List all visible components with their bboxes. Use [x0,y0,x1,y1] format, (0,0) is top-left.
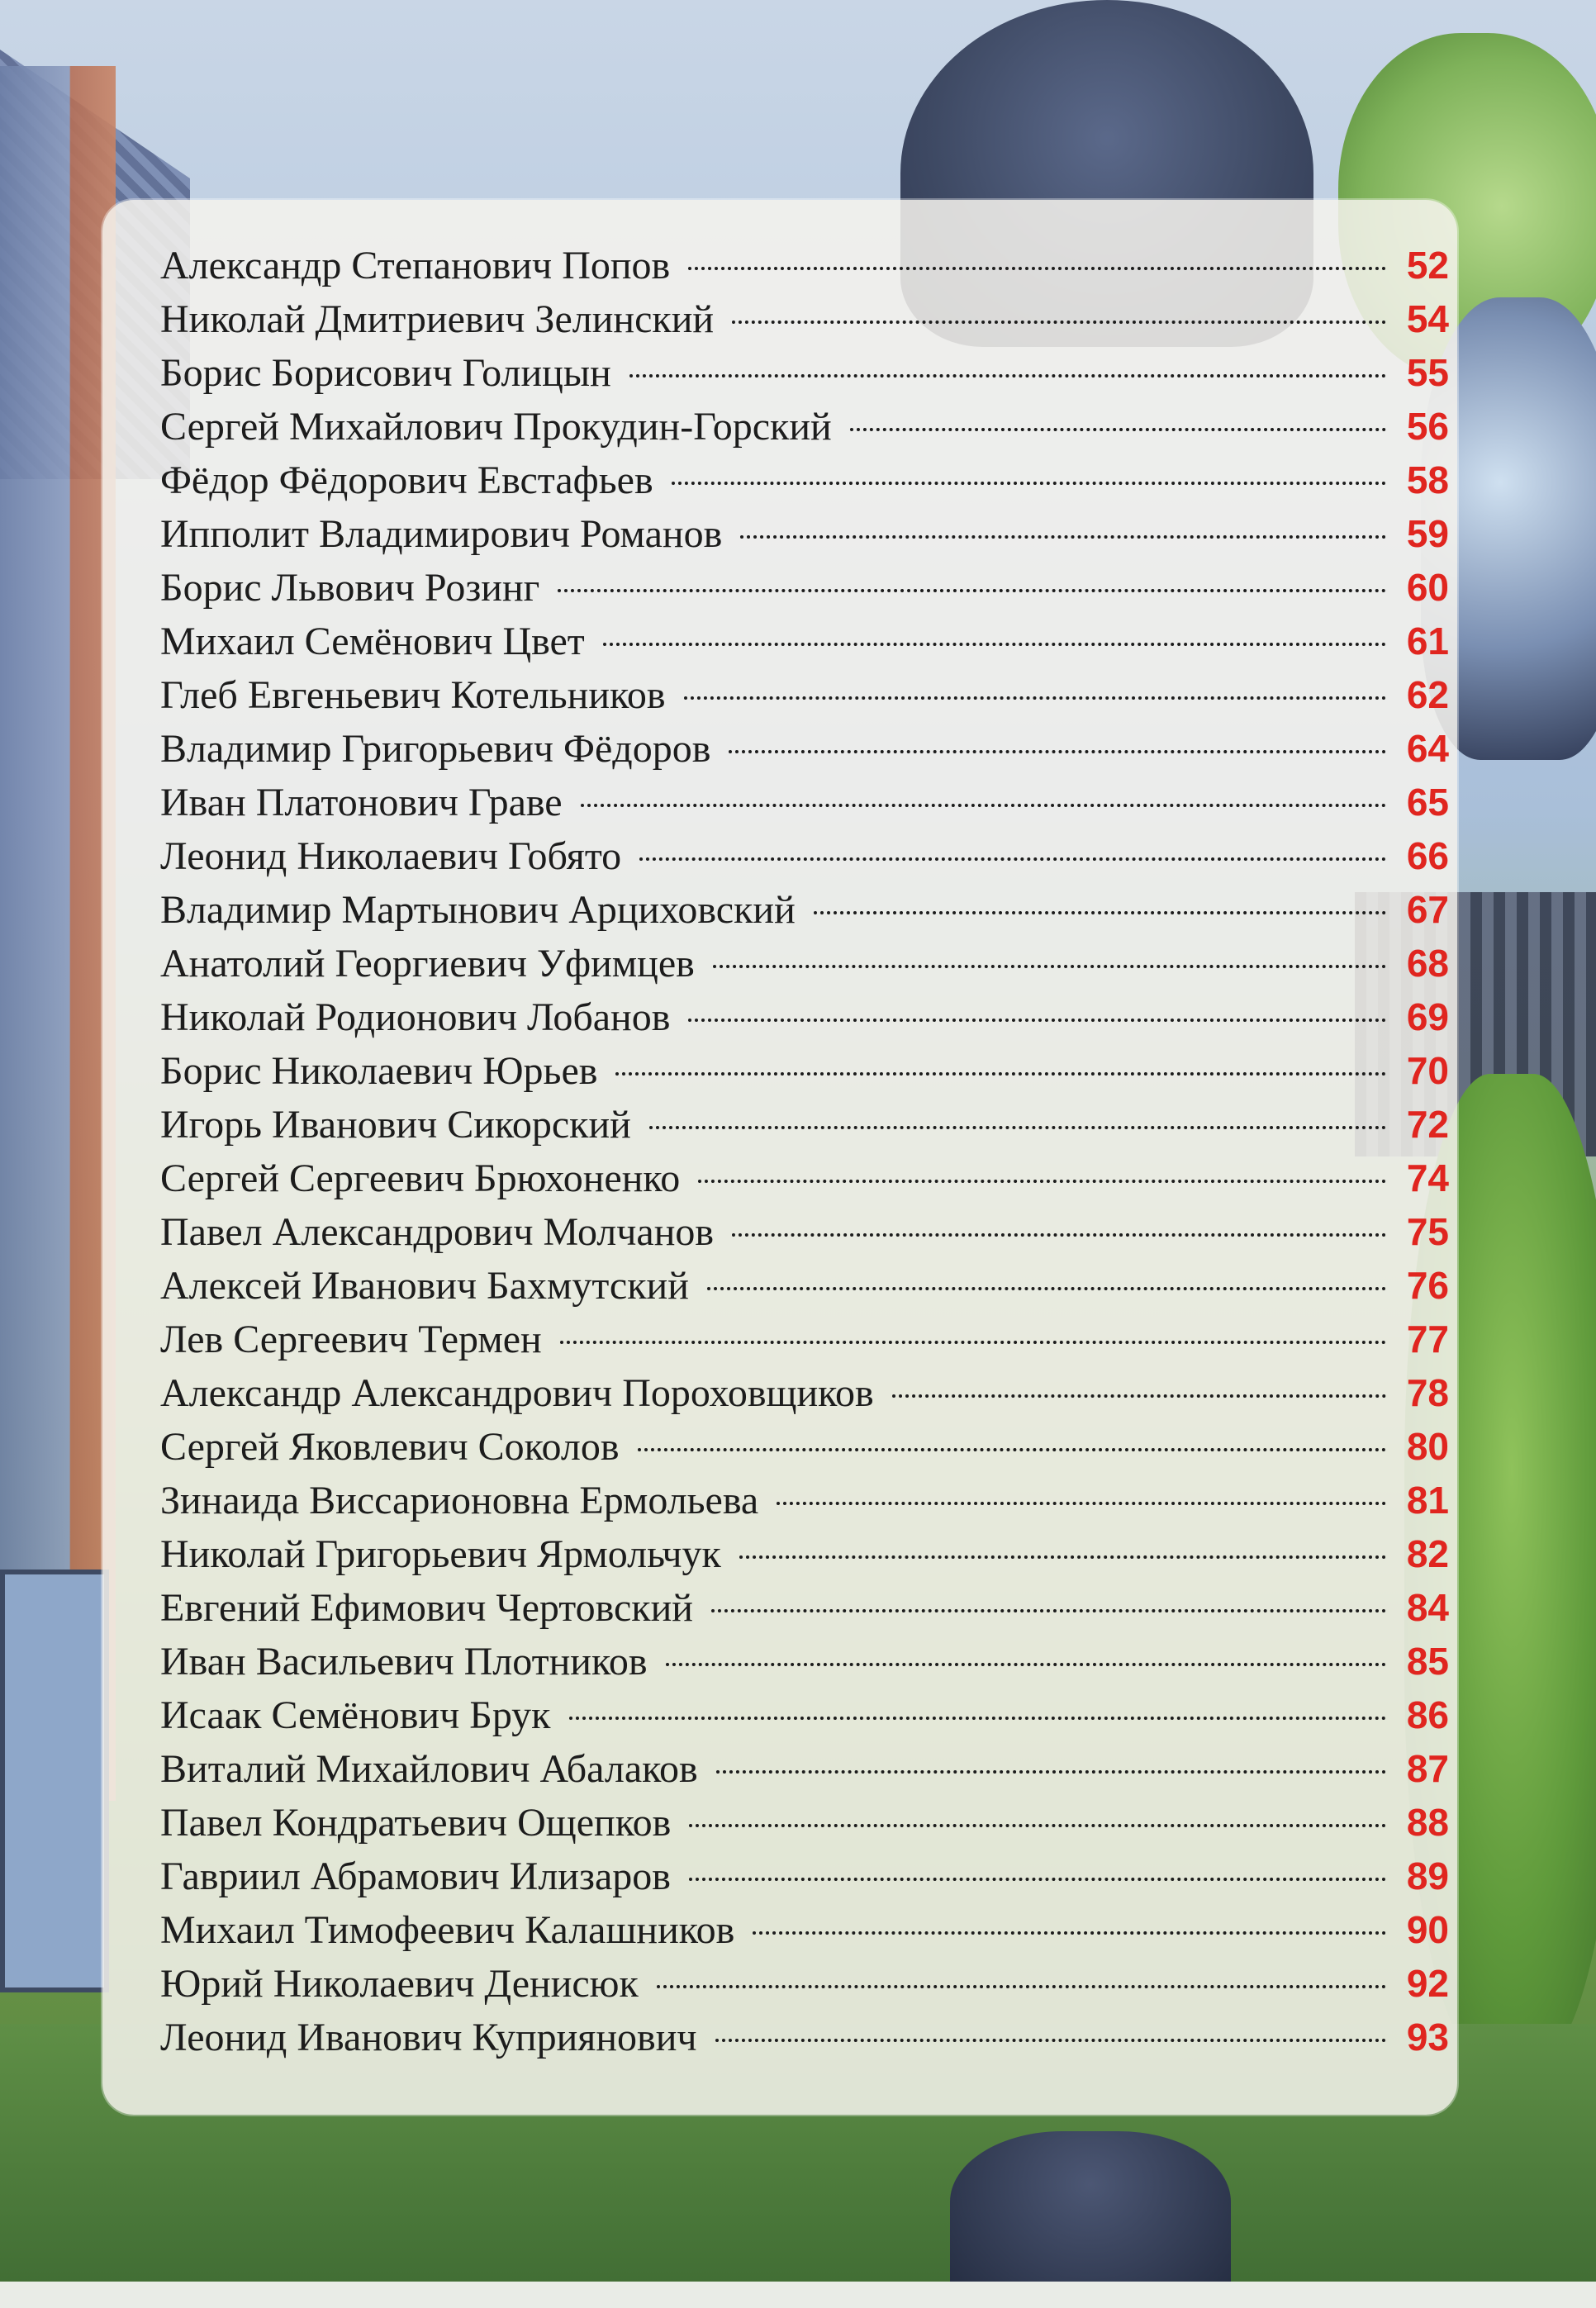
toc-entry-name: Сергей Михайлович Прокудин-Горский [160,405,832,449]
toc-dot-leader [688,1019,1386,1022]
toc-entry[interactable] [160,1639,1449,1693]
toc-dot-leader [715,2039,1386,2042]
toc-dot-leader [850,428,1386,431]
toc-entry-name: Фёдор Фёдорович Евстафьев [160,458,653,502]
toc-entry[interactable] [160,1102,1449,1156]
toc-entry[interactable] [160,1478,1449,1532]
toc-entry[interactable] [160,1961,1449,2015]
toc-entry[interactable] [160,1370,1449,1424]
toc-entry[interactable] [160,243,1449,297]
toc-dot-leader [649,1126,1386,1129]
toc-entry-page-number: 67 [1406,888,1449,931]
toc-entry-page-number: 58 [1406,458,1449,501]
toc-entry[interactable] [160,1263,1449,1317]
toc-entry-page-number: 86 [1406,1693,1449,1736]
toc-dot-leader [569,1717,1387,1720]
toc-entry-name: Сергей Яковлевич Соколов [160,1425,620,1469]
toc-entry-name: Александр Степанович Попов [160,244,671,287]
toc-dot-leader [581,804,1386,807]
toc-entry[interactable] [160,1048,1449,1102]
toc-entry[interactable] [160,726,1449,780]
toc-dot-leader [740,535,1386,539]
toc-entry[interactable] [160,1693,1449,1746]
toc-entry[interactable] [160,1532,1449,1585]
toc-entry-page-number: 52 [1406,244,1449,287]
toc-dot-leader [729,750,1386,753]
toc-entry-page-number: 89 [1406,1854,1449,1897]
toc-entry-page-number: 72 [1406,1103,1449,1146]
toc-entry[interactable] [160,887,1449,941]
toc-entry-page-number: 60 [1406,566,1449,609]
toc-entry-page-number: 54 [1406,297,1449,340]
toc-dot-leader [638,1448,1386,1451]
toc-dot-leader [629,374,1386,378]
toc-dot-leader [777,1502,1386,1505]
toc-entry[interactable] [160,511,1449,565]
toc-entry[interactable] [160,995,1449,1048]
toc-entry-page-number: 74 [1406,1156,1449,1199]
toc-entry-page-number: 61 [1406,620,1449,662]
toc-entry[interactable] [160,350,1449,404]
toc-entry[interactable] [160,1424,1449,1478]
toc-entry-page-number: 66 [1406,834,1449,877]
toc-entry-name: Николай Григорьевич Ярмольчук [160,1532,721,1576]
toc-dot-leader [711,1609,1386,1612]
building-door-illustration [0,1570,109,1992]
toc-entry-name: Сергей Сергеевич Брюхоненко [160,1156,681,1200]
toc-dot-leader [558,589,1386,592]
toc-entry-page-number: 92 [1406,1962,1449,2005]
toc-entry-page-number: 70 [1406,1049,1449,1092]
toc-entry-page-number: 77 [1406,1318,1449,1361]
toc-dot-leader [739,1555,1386,1559]
toc-dot-leader [753,1931,1386,1935]
toc-entry-page-number: 78 [1406,1371,1449,1414]
toc-entry-name: Анатолий Георгиевич Уфимцев [160,942,695,985]
toc-entry-page-number: 55 [1406,351,1449,394]
toc-entry-page-number: 75 [1406,1210,1449,1253]
toc-dot-leader [732,1233,1386,1237]
toc-entry-name: Александр Александрович Пороховщиков [160,1371,874,1415]
toc-entry-page-number: 62 [1406,673,1449,716]
toc-entry[interactable] [160,1209,1449,1263]
toc-dot-leader [689,1824,1386,1827]
toc-entry[interactable] [160,1907,1449,1961]
toc-entry-name: Михаил Тимофеевич Калашников [160,1908,735,1952]
toc-entry-name: Борис Борисович Голицын [160,351,611,395]
toc-dot-leader [814,911,1386,914]
toc-entry-page-number: 82 [1406,1532,1449,1575]
toc-entry-name: Иван Васильевич Плотников [160,1640,648,1684]
toc-dot-leader [672,482,1386,485]
toc-entry-name: Зинаида Виссарионовна Ермольева [160,1479,759,1522]
toc-entry-name: Николай Родионович Лобанов [160,995,671,1039]
toc-entry-page-number: 88 [1406,1801,1449,1844]
toc-entry-name: Евгений Ефимович Чертовский [160,1586,693,1630]
toc-entry-name: Глеб Евгеньевич Котельников [160,673,666,717]
toc-entry-name: Павел Кондратьевич Ощепков [160,1801,672,1845]
toc-entry-name: Павел Александрович Молчанов [160,1210,715,1254]
toc-entry-name: Игорь Иванович Сикорский [160,1103,631,1147]
toc-entry-name: Леонид Иванович Куприянович [160,2016,697,2059]
toc-entry-page-number: 69 [1406,995,1449,1038]
toc-entry-page-number: 76 [1406,1264,1449,1307]
toc-entry-name: Лев Сергеевич Термен [160,1318,542,1361]
toc-entry[interactable] [160,404,1449,458]
toc-entry-name: Борис Львович Розинг [160,566,540,610]
toc-entry[interactable] [160,619,1449,672]
toc-entry-page-number: 87 [1406,1747,1449,1790]
toc-entry-page-number: 59 [1406,512,1449,555]
toc-dot-leader [603,643,1386,646]
toc-entry-page-number: 93 [1406,2016,1449,2059]
table-of-contents-list [160,243,1449,2068]
building-wall-illustration [0,66,116,1801]
toc-dot-leader [732,321,1386,324]
toc-entry[interactable] [160,780,1449,833]
toc-entry-name: Иван Платонович Граве [160,781,563,824]
toc-dot-leader [615,1072,1386,1076]
toc-entry[interactable] [160,833,1449,887]
toc-dot-leader [716,1770,1386,1774]
toc-entry-page-number: 64 [1406,727,1449,770]
toc-entry-name: Владимир Мартынович Арциховский [160,888,796,932]
toc-entry[interactable] [160,565,1449,619]
toc-entry-name: Исаак Семёнович Брук [160,1693,551,1737]
toc-entry-name: Алексей Иванович Бахмутский [160,1264,689,1308]
toc-entry[interactable] [160,1746,1449,1800]
toc-dot-leader [657,1985,1386,1988]
toc-entry[interactable] [160,672,1449,726]
toc-entry[interactable] [160,1585,1449,1639]
toc-entry-page-number: 90 [1406,1908,1449,1951]
toc-dot-leader [684,696,1386,700]
toc-entry-page-number: 85 [1406,1640,1449,1683]
toc-entry-page-number: 65 [1406,781,1449,824]
toc-entry[interactable] [160,2015,1449,2068]
toc-entry-name: Леонид Николаевич Гобято [160,834,622,878]
toc-dot-leader [689,1878,1386,1881]
toc-entry-name: Виталий Михайлович Абалаков [160,1747,698,1791]
toc-dot-leader [666,1663,1386,1666]
toc-dot-leader [892,1394,1386,1398]
toc-dot-leader [639,857,1386,861]
toc-entry[interactable] [160,941,1449,995]
toc-entry-page-number: 80 [1406,1425,1449,1468]
toc-entry[interactable] [160,1156,1449,1209]
toc-entry[interactable] [160,1317,1449,1370]
toc-entry[interactable] [160,458,1449,511]
toc-dot-leader [707,1287,1386,1290]
toc-entry-page-number: 81 [1406,1479,1449,1522]
toc-dot-leader [688,267,1386,270]
toc-dot-leader [560,1341,1386,1344]
toc-entry-page-number: 84 [1406,1586,1449,1629]
toc-entry[interactable] [160,1800,1449,1854]
toc-entry[interactable] [160,1854,1449,1907]
toc-entry-name: Юрий Николаевич Денисюк [160,1962,639,2006]
toc-dot-leader [713,965,1386,968]
toc-entry-name: Владимир Григорьевич Фёдоров [160,727,711,771]
toc-entry-name: Борис Николаевич Юрьев [160,1049,598,1093]
toc-entry-page-number: 56 [1406,405,1449,448]
toc-dot-leader [698,1180,1386,1183]
toc-entry-name: Гавриил Абрамович Илизаров [160,1854,671,1898]
table-of-contents-panel [102,200,1457,2115]
toc-entry-name: Николай Дмитриевич Зелинский [160,297,715,341]
page-bottom-edge [0,2282,1596,2308]
toc-entry-page-number: 68 [1406,942,1449,985]
toc-entry-name: Ипполит Владимирович Романов [160,512,723,556]
toc-entry[interactable] [160,297,1449,350]
toc-entry-name: Михаил Семёнович Цвет [160,620,585,663]
